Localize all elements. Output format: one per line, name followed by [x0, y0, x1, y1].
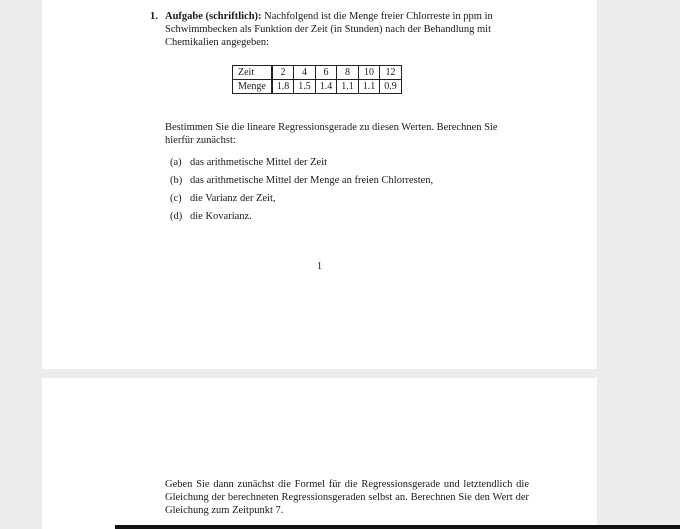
table-cell: 12 — [380, 66, 402, 80]
task-number: 1. — [150, 11, 158, 22]
table-row-label: Menge — [233, 80, 272, 94]
table-cell: 1.5 — [294, 80, 316, 94]
subtask-list — [170, 156, 530, 228]
task-text: Nachfolgend ist die Menge freier Chlorreste in ppm in Schwimmbecken als Funktion der Zeit (in Stunden) nach der Behandlung mit Chemikalien angegeben: — [165, 11, 493, 48]
table-cell: 10 — [358, 66, 380, 80]
task-heading — [150, 10, 525, 49]
table-cell: 6 — [315, 66, 337, 80]
list-item-text: die Varianz der Zeit, — [190, 193, 276, 204]
list-item-text: das arithmetische Mittel der Menge an freien Chlorresten, — [190, 175, 434, 186]
bottom-bar — [115, 525, 680, 529]
list-item — [170, 210, 530, 223]
final-instruction-text: Geben Sie dann zunächst die Formel für die Regressionsgerade und letztendlich die Gleichung der berechneten Regressionsgeraden selbst an. Berechnen Sie den Wert der Gleichung zum Zeitpunkt 7. — [165, 479, 529, 516]
list-item-label: (c) — [170, 193, 182, 204]
table-cell: 2 — [272, 66, 294, 80]
table-cell: 1.4 — [315, 80, 337, 94]
list-item — [170, 192, 530, 205]
list-item-text: das arithmetische Mittel der Zeit — [190, 157, 328, 168]
table-cell: 1.8 — [272, 80, 294, 94]
table-cell: 0.9 — [380, 80, 402, 94]
table-row-menge — [233, 80, 402, 94]
page-number: 1 — [316, 261, 323, 272]
document-page-1 — [42, 0, 597, 369]
task-title: Aufgabe (schriftlich): — [165, 11, 262, 22]
instruction-text: Bestimmen Sie die lineare Regressionsgerade zu diesen Werten. Berechnen Sie hierfür zunächst: — [165, 122, 498, 146]
data-table-container — [232, 65, 402, 94]
document-page-2 — [42, 378, 597, 529]
list-item-label: (b) — [170, 175, 183, 186]
table-cell: 1.1 — [358, 80, 380, 94]
task-paragraph — [150, 10, 525, 49]
table-cell: 8 — [337, 66, 359, 80]
list-item — [170, 156, 530, 169]
data-table — [232, 65, 402, 94]
table-cell: 1.1 — [337, 80, 359, 94]
list-item-label: (a) — [170, 157, 182, 168]
list-item — [170, 174, 530, 187]
table-row-zeit — [233, 66, 402, 80]
list-item-text: die Kovarianz. — [190, 211, 252, 222]
table-cell: 4 — [294, 66, 316, 80]
table-row-label: Zeit — [233, 66, 272, 80]
list-item-label: (d) — [170, 211, 183, 222]
